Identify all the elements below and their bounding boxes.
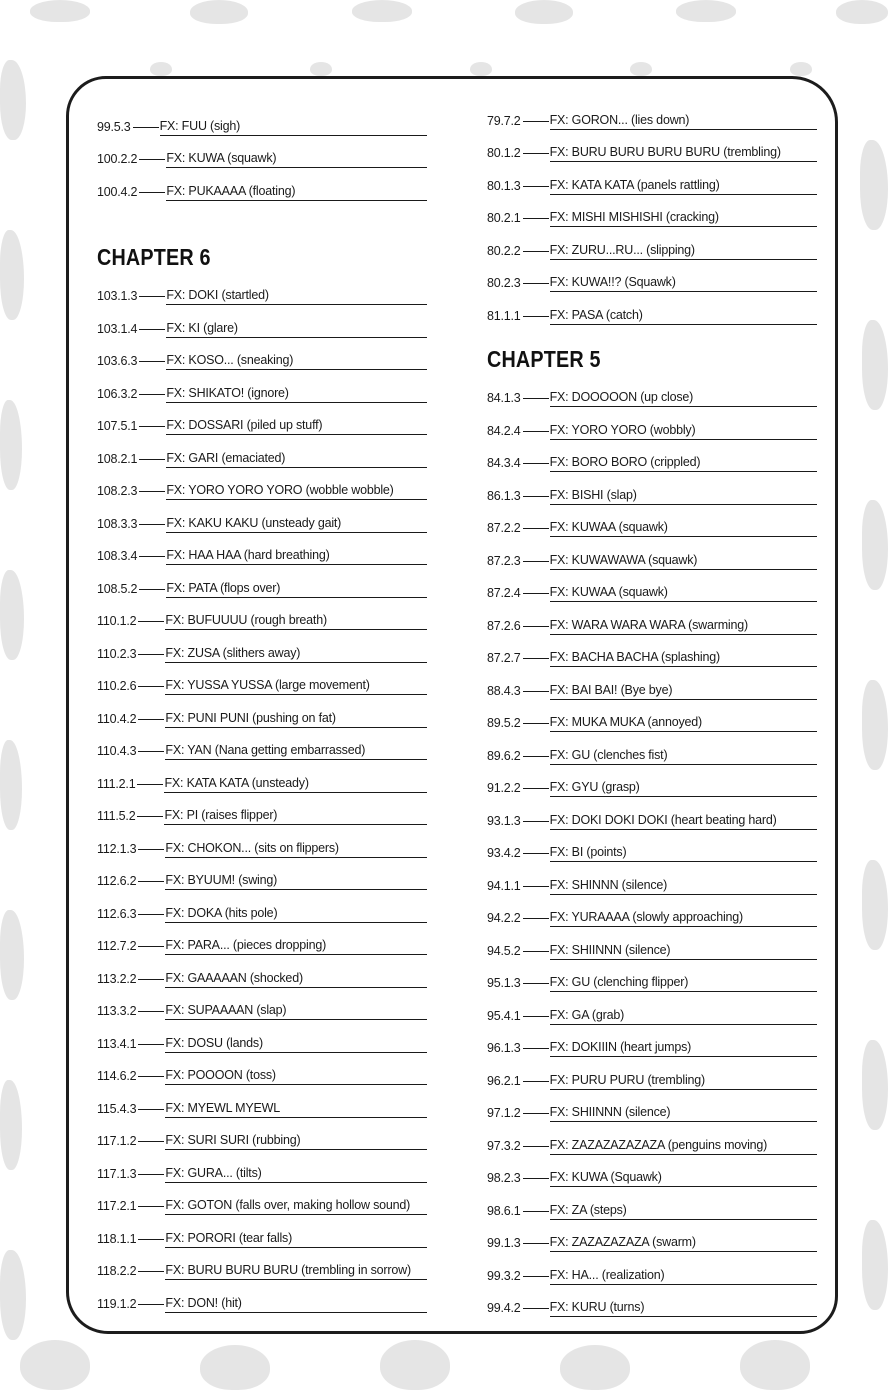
page-panel-number: 111.5.2 [97,809,136,823]
sfx-entry [487,472,817,505]
sfx-entry [97,728,427,761]
sfx-translation: FX: KI (glare) [166,321,427,338]
page-panel-number: 80.2.1 [487,211,521,225]
leader-dash [523,283,549,284]
sfx-translation: FX: GYU (grasp) [550,780,817,797]
sfx-translation: FX: PUKAAAA (floating) [166,184,427,201]
leader-dash [138,1076,164,1077]
sfx-translation: FX: PARA... (pieces dropping) [165,938,427,955]
sfx-entry [487,570,817,603]
page-panel-number: 94.1.1 [487,878,521,893]
page-panel-number: 117.1.3 [97,1166,137,1181]
sfx-translation: FX: BORO BORO (crippled) [550,455,817,472]
page-panel-number: 108.2.3 [97,484,138,498]
page-panel-number: 103.1.4 [97,321,138,336]
page-panel-number: 79.7.2 [487,113,521,128]
sfx-entry [97,760,427,793]
sfx-entry [97,338,427,371]
sfx-translation: FX: DOKI DOKI DOKI (heart beating hard) [550,813,817,830]
leader-dash [138,751,164,752]
page-panel-number: 117.1.2 [97,1134,137,1148]
sfx-entry [97,533,427,566]
chapter-6-list [97,273,427,1313]
sfx-translation: FX: PURU PURU (trembling) [550,1073,817,1090]
leader-dash [139,426,165,427]
leader-dash [523,1016,549,1017]
leader-dash [523,463,549,464]
section-spacer [487,325,817,335]
page-panel-number: 117.2.1 [97,1199,137,1213]
sfx-translation: FX: SUPAAAAN (slap) [165,1003,427,1020]
page-panel-number: 93.1.3 [487,813,521,828]
page-panel-number: 112.7.2 [97,939,137,953]
page-panel-number: 112.1.3 [97,841,137,856]
leader-dash [139,296,165,297]
sfx-entry [487,195,817,228]
sfx-glossary-panel [66,76,838,1334]
leader-dash [523,918,549,919]
sfx-entry [487,1122,817,1155]
page-panel-number: 94.2.2 [487,911,521,925]
page-panel-number: 87.2.7 [487,651,521,665]
sfx-entry [97,955,427,988]
leader-dash [138,1271,164,1272]
sfx-translation: FX: GORON... (lies down) [550,113,817,130]
leader-dash [523,218,549,219]
sfx-translation: FX: ZURU...RU... (slipping) [550,243,817,260]
sfx-entry [487,635,817,668]
sfx-translation: FX: MYEWL MYEWL [165,1101,427,1118]
page-panel-number: 99.4.2 [487,1301,521,1315]
sfx-translation: FX: PUNI PUNI (pushing on fat) [165,711,427,728]
sfx-entry [97,1280,427,1313]
leader-dash [138,1141,164,1142]
sfx-entry [97,565,427,598]
sfx-entry [487,765,817,798]
page-panel-number: 96.2.1 [487,1073,521,1088]
sfx-entry [487,1155,817,1188]
page-panel-number: 112.6.3 [97,906,137,921]
leader-dash [138,1206,164,1207]
sfx-translation: FX: BURU BURU BURU BURU (trembling) [550,145,817,162]
sfx-translation: FX: KUWAA (squawk) [550,520,817,537]
leader-dash [523,1276,549,1277]
sfx-translation: FX: YORO YORO (wobbly) [550,423,817,440]
sfx-translation: FX: KUWA (squawk) [166,151,427,168]
sfx-translation: FX: ZAZAZAZAZAZA (penguins moving) [550,1138,817,1155]
leader-dash [138,979,164,980]
sfx-entry [487,292,817,325]
leader-dash [523,1178,549,1179]
sfx-entry [487,960,817,993]
sfx-entry [487,602,817,635]
page-panel-number: 97.3.2 [487,1138,521,1153]
right-column [487,97,817,1317]
sfx-translation: FX: SHIKATO! (ignore) [166,386,427,403]
leader-dash [523,1113,549,1114]
leader-dash [523,398,549,399]
page-panel-number: 103.6.3 [97,354,138,368]
page-panel-number: 96.1.3 [487,1041,521,1055]
sfx-entry [97,923,427,956]
sfx-entry [97,825,427,858]
leader-dash [139,491,165,492]
leader-dash [138,946,164,947]
page-panel-number: 106.3.2 [97,386,138,401]
sfx-translation: FX: SHIINNN (silence) [550,1105,817,1122]
leader-dash [137,784,163,785]
sfx-entry [97,858,427,891]
sfx-entry [97,1020,427,1053]
sfx-entry [487,732,817,765]
page-panel-number: 86.1.3 [487,488,521,503]
sfx-entry [487,862,817,895]
page-panel-number: 115.4.3 [97,1101,137,1116]
sfx-entry [97,1215,427,1248]
leader-dash [523,983,549,984]
sfx-translation: FX: GURA... (tilts) [165,1166,427,1183]
leader-dash [523,626,549,627]
leader-dash [523,153,549,154]
leader-dash [139,556,165,557]
leader-dash [138,621,164,622]
sfx-translation: FX: DOKI (startled) [166,288,427,305]
sfx-translation: FX: PI (raises flipper) [164,808,427,825]
sfx-entry [97,500,427,533]
page-panel-number: 119.1.2 [97,1296,137,1311]
sfx-translation: FX: PATA (flops over) [166,581,427,598]
sfx-entry [97,435,427,468]
sfx-translation: FX: YUSSA YUSSA (large movement) [165,678,427,695]
sfx-translation: FX: KUWAA (squawk) [550,585,817,602]
page-panel-number: 99.1.3 [487,1236,521,1250]
sfx-entry [487,440,817,473]
leader-dash [139,361,165,362]
leader-dash [523,788,549,789]
sfx-entry [487,1090,817,1123]
page-panel-number: 99.5.3 [97,119,131,134]
leader-dash [523,316,549,317]
leader-dash [138,914,164,915]
page-panel-number: 108.3.4 [97,549,138,563]
sfx-translation: FX: GA (grab) [550,1008,817,1025]
sfx-translation: FX: YURAAAA (slowly approaching) [550,910,817,927]
leader-dash [523,561,549,562]
leader-dash [523,1211,549,1212]
sfx-translation: FX: DOKA (hits pole) [165,906,427,923]
page-panel-number: 110.2.6 [97,679,137,693]
sfx-translation: FX: PORORI (tear falls) [165,1231,427,1248]
sfx-translation: FX: HAA HAA (hard breathing) [166,548,427,565]
left-top-list [97,103,427,201]
page-panel-number: 80.2.2 [487,243,521,258]
sfx-translation: FX: ZA (steps) [550,1203,817,1220]
page-panel-number: 110.2.3 [97,646,137,661]
leader-dash [523,431,549,432]
sfx-translation: FX: SURI SURI (rubbing) [165,1133,427,1150]
sfx-translation: FX: BAI BAI! (Bye bye) [550,683,817,700]
sfx-entry [97,103,427,136]
page-panel-number: 98.6.1 [487,1203,521,1218]
sfx-entry [487,700,817,733]
chapter-6-heading: CHAPTER 6 [97,243,211,270]
sfx-translation: FX: CHOKON... (sits on flippers) [165,841,427,858]
sfx-entry [487,375,817,408]
sfx-translation: FX: YORO YORO YORO (wobble wobble) [166,483,427,500]
leader-dash [523,1048,549,1049]
page-panel-number: 108.2.1 [97,451,138,466]
sfx-translation: FX: KATA KATA (unsteady) [164,776,427,793]
page-panel-number: 108.5.2 [97,581,138,596]
leader-dash [139,459,165,460]
page-panel-number: 100.2.2 [97,152,138,166]
page-panel-number: 94.5.2 [487,943,521,958]
leader-dash [139,524,165,525]
sfx-translation: FX: HA... (realization) [550,1268,817,1285]
sfx-translation: FX: DON! (hit) [165,1296,427,1313]
sfx-translation: FX: BYUUM! (swing) [165,873,427,890]
sfx-translation: FX: BI (points) [550,845,817,862]
sfx-translation: FX: GU (clenching flipper) [550,975,817,992]
sfx-entry [97,695,427,728]
sfx-translation: FX: MISHI MISHISHI (cracking) [550,210,817,227]
sfx-entry [487,667,817,700]
page-panel-number: 110.4.3 [97,744,137,758]
leader-dash [523,186,549,187]
sfx-entry [97,663,427,696]
section-spacer [97,201,427,233]
leader-dash [137,816,163,817]
sfx-entry [97,305,427,338]
sfx-translation: FX: DOOOOON (up close) [550,390,817,407]
sfx-translation: FX: BISHI (slap) [550,488,817,505]
page-panel-number: 103.1.3 [97,289,138,303]
leader-dash [523,1308,549,1309]
sfx-entry [487,992,817,1025]
page-panel-number: 80.1.3 [487,178,521,193]
page-panel-number: 87.2.2 [487,521,521,535]
page-panel-number: 111.2.1 [97,776,136,791]
page-panel-number: 110.4.2 [97,711,137,726]
sfx-entry [97,168,427,201]
sfx-entry [97,598,427,631]
leader-dash [523,756,549,757]
sfx-translation: FX: DOSU (lands) [165,1036,427,1053]
sfx-translation: FX: PASA (catch) [550,308,817,325]
sfx-translation: FX: SHINNN (silence) [550,878,817,895]
sfx-entry [487,830,817,863]
sfx-translation: FX: POOOON (toss) [165,1068,427,1085]
leader-dash [139,394,165,395]
page-panel-number: 98.2.3 [487,1171,521,1185]
leader-dash [523,496,549,497]
page-panel-number: 93.4.2 [487,846,521,860]
sfx-entry [487,797,817,830]
leader-dash [523,951,549,952]
leader-dash [138,1044,164,1045]
page-panel-number: 87.2.4 [487,586,521,600]
sfx-translation: FX: BUFUUUU (rough breath) [165,613,427,630]
page-panel-number: 81.1.1 [487,308,521,323]
sfx-translation: FX: KURU (turns) [550,1300,817,1317]
page-panel-number: 99.3.2 [487,1268,521,1283]
leader-dash [138,654,164,655]
sfx-entry [97,630,427,663]
leader-dash [523,1146,549,1147]
sfx-entry [487,162,817,195]
page-panel-number: 114.6.2 [97,1069,137,1083]
page-panel-number: 112.6.2 [97,874,137,888]
sfx-translation: FX: FUU (sigh) [160,119,427,136]
sfx-translation: FX: KAKU KAKU (unsteady gait) [166,516,427,533]
sfx-translation: FX: GU (clenches fist) [550,748,817,765]
sfx-translation: FX: BURU BURU BURU (trembling in sorrow) [165,1263,427,1280]
leader-dash [139,159,165,160]
leader-dash [138,686,164,687]
sfx-entry [487,895,817,928]
sfx-translation: FX: DOKIIIN (heart jumps) [550,1040,817,1057]
sfx-entry [97,1118,427,1151]
sfx-entry [97,1183,427,1216]
sfx-entry [97,1150,427,1183]
sfx-entry [97,136,427,169]
sfx-entry [97,988,427,1021]
leader-dash [138,1174,164,1175]
chapter-5-list [487,375,817,1318]
sfx-entry [487,130,817,163]
leader-dash [523,658,549,659]
leader-dash [139,329,165,330]
leader-dash [138,881,164,882]
sfx-entry [487,537,817,570]
page-panel-number: 89.5.2 [487,716,521,730]
page-panel-number: 88.4.3 [487,683,521,698]
page-panel-number: 84.1.3 [487,391,521,405]
sfx-entry [487,927,817,960]
sfx-translation: FX: GOTON (falls over, making hollow sound) [165,1198,427,1215]
leader-dash [523,1243,549,1244]
sfx-entry [487,1252,817,1285]
sfx-entry [97,1248,427,1281]
page-panel-number: 87.2.3 [487,553,521,568]
sfx-translation: FX: ZAZAZAZAZA (swarm) [550,1235,817,1252]
sfx-translation: FX: BACHA BACHA (splashing) [550,650,817,667]
page-panel-number: 113.3.2 [97,1004,137,1018]
leader-dash [133,127,159,128]
sfx-entry [97,890,427,923]
left-column [97,103,427,1313]
chapter-5-heading: CHAPTER 5 [487,345,601,372]
leader-dash [138,1239,164,1240]
sfx-translation: FX: KUWA!!? (Squawk) [550,275,817,292]
page-panel-number: 87.2.6 [487,618,521,633]
page-panel-number: 113.4.1 [97,1036,137,1051]
sfx-translation: FX: GAAAAAN (shocked) [165,971,427,988]
page-panel-number: 118.1.1 [97,1231,137,1246]
page-panel-number: 95.4.1 [487,1008,521,1023]
sfx-entry [97,468,427,501]
sfx-entry [487,227,817,260]
page-panel-number: 110.1.2 [97,614,137,628]
sfx-translation: FX: DOSSARI (piled up stuff) [166,418,427,435]
leader-dash [523,886,549,887]
sfx-entry [487,1057,817,1090]
leader-dash [138,849,164,850]
leader-dash [523,528,549,529]
leader-dash [523,853,549,854]
sfx-entry [97,1085,427,1118]
leader-dash [138,719,164,720]
sfx-entry [97,273,427,306]
sfx-entry [97,793,427,826]
leader-dash [523,251,549,252]
sfx-translation: FX: WARA WARA WARA (swarming) [550,618,817,635]
leader-dash [523,691,549,692]
sfx-entry [487,505,817,538]
sfx-translation: FX: GARI (emaciated) [166,451,427,468]
sfx-entry [487,1025,817,1058]
sfx-translation: FX: KOSO... (sneaking) [166,353,427,370]
page-panel-number: 80.1.2 [487,146,521,160]
leader-dash [523,821,549,822]
leader-dash [138,1011,164,1012]
leader-dash [139,589,165,590]
sfx-entry [487,1285,817,1318]
leader-dash [138,1304,164,1305]
page-panel-number: 91.2.2 [487,781,521,795]
page-panel-number: 97.1.2 [487,1106,521,1120]
leader-dash [139,192,165,193]
leader-dash [523,723,549,724]
right-top-list [487,97,817,325]
sfx-entry [97,403,427,436]
sfx-translation: FX: KUWA (Squawk) [550,1170,817,1187]
page-panel-number: 80.2.3 [487,276,521,290]
sfx-entry [487,260,817,293]
sfx-translation: FX: ZUSA (slithers away) [165,646,427,663]
page-panel-number: 84.3.4 [487,456,521,470]
page-panel-number: 113.2.2 [97,971,137,986]
sfx-translation: FX: KUWAWAWA (squawk) [550,553,817,570]
page-panel-number: 100.4.2 [97,184,138,199]
page-panel-number: 118.2.2 [97,1264,137,1278]
page-panel-number: 89.6.2 [487,748,521,763]
leader-dash [523,593,549,594]
sfx-entry [487,1220,817,1253]
leader-dash [523,121,549,122]
page-panel-number: 108.3.3 [97,516,138,531]
leader-dash [523,1081,549,1082]
sfx-translation: FX: MUKA MUKA (annoyed) [550,715,817,732]
sfx-entry [97,370,427,403]
sfx-translation: FX: YAN (Nana getting embarrassed) [165,743,427,760]
sfx-translation: FX: SHIINNN (silence) [550,943,817,960]
sfx-entry [97,1053,427,1086]
sfx-entry [487,407,817,440]
sfx-entry [487,97,817,130]
page-panel-number: 95.1.3 [487,976,521,990]
page-panel-number: 107.5.1 [97,419,138,433]
leader-dash [138,1109,164,1110]
page-panel-number: 84.2.4 [487,423,521,438]
sfx-entry [487,1187,817,1220]
sfx-translation: FX: KATA KATA (panels rattling) [550,178,817,195]
